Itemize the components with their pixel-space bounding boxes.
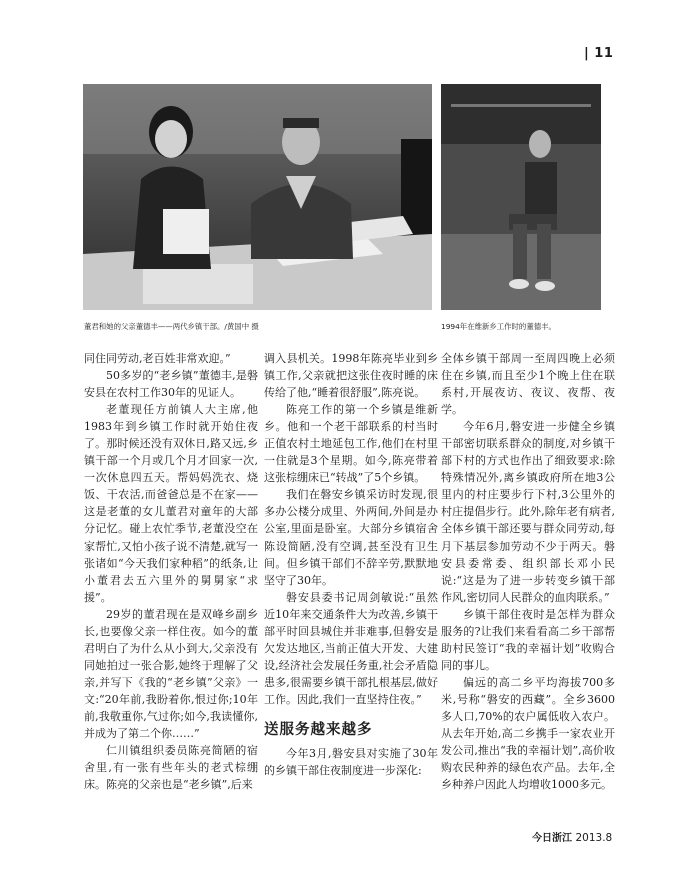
paragraph: 偏远的高二乡平均海拔700多米,号称“磐安的西藏”。全乡3600多人口,70%的农户属低收入农户。从去年开始,高二乡携手一家农业开发公司,推出“我的幸福计划”,高价收购农民种养的绿色农产品。去年,全乡种养户因此人均增收1000多元。 [441, 675, 615, 792]
magazine-name: 今日浙江 [532, 833, 572, 844]
paragraph: 仁川镇组织委员陈亮简陋的宿舍里,有一张有些年头的老式棕绷床。陈亮的父亲也是“老乡镇”,后来 [84, 744, 258, 792]
paragraph: 今年3月,磐安县对实施了30年的乡镇干部住夜制度进一步深化: [264, 746, 438, 778]
paragraph: 磐安县委书记周剑敏说:“虽然近10年来交通条件大为改善,乡镇干部平时回县城住并非难事,但磐安是欠发达地区,当前正值大开发、大建设,经济社会发展任务重,社会矛盾隐患多,很需要乡镇干部扎根基层,做好工作。因此,我们一直坚持住夜。” [264, 590, 438, 706]
paragraph: 29岁的董君现在是双峰乡副乡长,也要像父亲一样住夜。如今的董君明白了为什么从小到大,父亲没有同她拍过一张合影,她终于理解了父亲,并写下《我的“老乡镇”父亲》一文:“20年前,我盼着你,恨过你;10年前,我敬重你,气过你;如今,我读懂你,并成为了第二个你……” [84, 607, 258, 741]
paragraph: 陈亮工作的第一个乡镇是维新乡。他和一个老干部联系的村当时正值农村土地延包工作,他们在村里一住就是3个星期。如今,陈亮带着这张棕绷床已“转战”了5个乡镇。 [264, 403, 438, 485]
paragraph: 今年6月,磐安进一步健全乡镇干部密切联系群众的制度,对乡镇干部下村的方式也作出了细致要求:除特殊情况外,离乡镇政府所在地3公里内的村庄要步行下村,3公里外的村庄提倡步行。此外,除年老有病者,全体乡镇干部还要与群众同劳动,每月下基层参加劳动不少于两天。磐安县委常委、组织部长邓小民说:“这是为了进一步转变乡镇干部作风,密切同人民群众的血肉联系。” [441, 420, 615, 604]
photo-1994-dedefeng [441, 84, 601, 310]
photo-father-daughter [83, 84, 432, 310]
paragraph: 老董现任方前镇人大主席,他1983年到乡镇工作时就开始住夜了。那时候还没有双休日,路又远,乡镇干部一个月或几个月才回家一次,一次休息四五天。帮妈妈洗衣、烧饭、干农活,而爸爸总是不在家——这是老董的女儿董君对童年的大部分记忆。碰上农忙季节,老董没空在家帮忙,又怕小孩子说不清楚,就写一张诸如“今天我们家种稻”的纸条,让小董君去五六里外的舅舅家“求援”。 [84, 403, 258, 604]
paragraph: 50多岁的“老乡镇”董德丰,是磐安县在农村工作30年的见证人。 [84, 369, 258, 400]
issue-date: 2013.8 [575, 832, 613, 844]
section-heading: 送服务越来越多 [264, 721, 373, 738]
paragraph: 我们在磐安乡镇采访时发现,很多办公楼分成里、外两间,外间是办公室,里面是卧室。大部分乡镇宿舍陈设简陋,没有空调,甚至没有卫生间。但乡镇干部们不辞辛劳,默默地坚守了30年。 [264, 488, 438, 587]
paragraph: 调入县机关。1998年陈亮毕业到乡镇工作,父亲就把这张住夜时睡的床传给了他,“睡着很舒服”,陈亮说。 [264, 352, 438, 400]
paragraph: 乡镇干部住夜时是怎样为群众服务的?让我们来看看高二乡干部帮助村民签订“我的幸福计划”收购合同的事儿。 [441, 607, 615, 672]
photo-caption-2: 1994年在维新乡工作时的董德丰。 [441, 322, 556, 331]
paragraph: 同住同劳动,老百姓非常欢迎。” [84, 352, 231, 365]
magazine-footer [532, 829, 612, 844]
paragraph: 全体乡镇干部周一至周四晚上必须住在乡镇,而且至少1个晚上住在联系村,开展夜访、夜议、夜帮、夜学。 [441, 352, 615, 417]
page-number: | 11 [584, 46, 614, 61]
text-column-2 [264, 350, 438, 779]
photo-caption-1: 董君和她的父亲董德丰——两代乡镇干部。/黄国中 摄 [84, 322, 259, 331]
text-column-3 [441, 350, 615, 793]
text-column-1 [84, 350, 258, 793]
